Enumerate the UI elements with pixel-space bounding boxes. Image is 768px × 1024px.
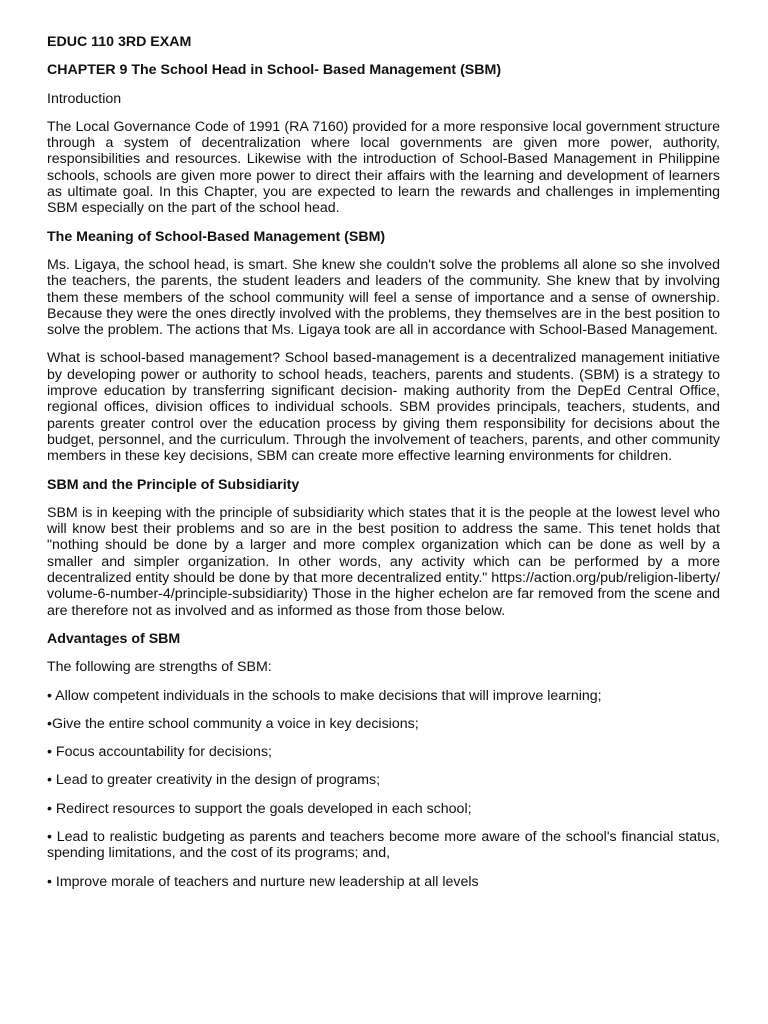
meaning-heading: The Meaning of School-Based Management (SBM) (47, 228, 386, 245)
meaning-paragraph-2: What is school-based management? School based-management is a decentralized management initiative by developing power or authority to school heads, teachers, parents and students. (SBM) is a strategy to improve education by transferring significant decision- making authority from the DepEd Central Office, regional offices, division offices to individual schools. SBM provides principals, teachers, students, and parents greater control over the education process by giving them responsibility for decisions about the budget, personnel, and the curriculum. Through the involvement of teachers, parents, and other community members in these key decisions, SBM can create more effective learning environments for children. (47, 350, 720, 465)
list-item: •Give the entire school community a voice in key decisions; (47, 715, 419, 732)
advantages-heading: Advantages of SBM (47, 630, 181, 647)
intro-heading: Introduction (47, 90, 122, 107)
advantages-intro: The following are strengths of SBM: (47, 659, 272, 676)
document-page (47, 34, 720, 902)
chapter-title: CHAPTER 9 The School Head in School- Based Management (SBM) (47, 62, 502, 79)
list-item: • Lead to realistic budgeting as parents and teachers become more aware of the school's financial status, spending limitations, and the cost of its programs; and, (47, 828, 720, 862)
list-item: • Allow competent individuals in the schools to make decisions that will improve learning; (47, 687, 602, 704)
list-item: • Improve morale of teachers and nurture new leadership at all levels (47, 873, 479, 890)
subsidiarity-heading: SBM and the Principle of Subsidiarity (47, 476, 300, 493)
subsidiarity-paragraph: SBM is in keeping with the principle of subsidiarity which states that it is the people at the lowest level who will know best their problems and so are in the best position to address the same. This tenet holds that "nothing should be done by a larger and more complex organization which can be done as well by a smaller and simpler organization. In other words, any activity which can be performed by a more decentralized entity should be done by that more decentralized entity." https://action.org/pub/religion-liberty/ volume-6-number-4/principle-subsidiarity) Those in the higher echelon are far removed from the scene and are therefore not as involved and as informed as those from those below. (47, 504, 720, 619)
list-item: • Lead to greater creativity in the design of programs; (47, 772, 381, 789)
exam-title: EDUC 110 3RD EXAM (47, 34, 192, 50)
intro-paragraph: The Local Governance Code of 1991 (RA 7160) provided for a more responsive local government structure through a system of decentralization where local governments are given more power, authority, responsibilities and resources. Likewise with the introduction of School-Based Management in Philippine schools, schools are given more power to direct their affairs with the learning and development of learners as ultimate goal. In this Chapter, you are expected to learn the rewards and challenges in implementing SBM especially on the part of the school head. (47, 118, 720, 217)
meaning-paragraph-1: Ms. Ligaya, the school head, is smart. She knew she couldn't solve the problems all alone so she involved the teachers, the parents, the student leaders and leaders of the community. She knew that by involving them these members of the school community will feel a sense of importance and a sense of ownership. Because they were the ones directly involved with the problems, they themselves are in the best position to solve the problem. The actions that Ms. Ligaya took are all in accordance with School-Based Management. (47, 256, 720, 339)
list-item: • Redirect resources to support the goals developed in each school; (47, 800, 472, 817)
list-item: • Focus accountability for decisions; (47, 744, 272, 761)
